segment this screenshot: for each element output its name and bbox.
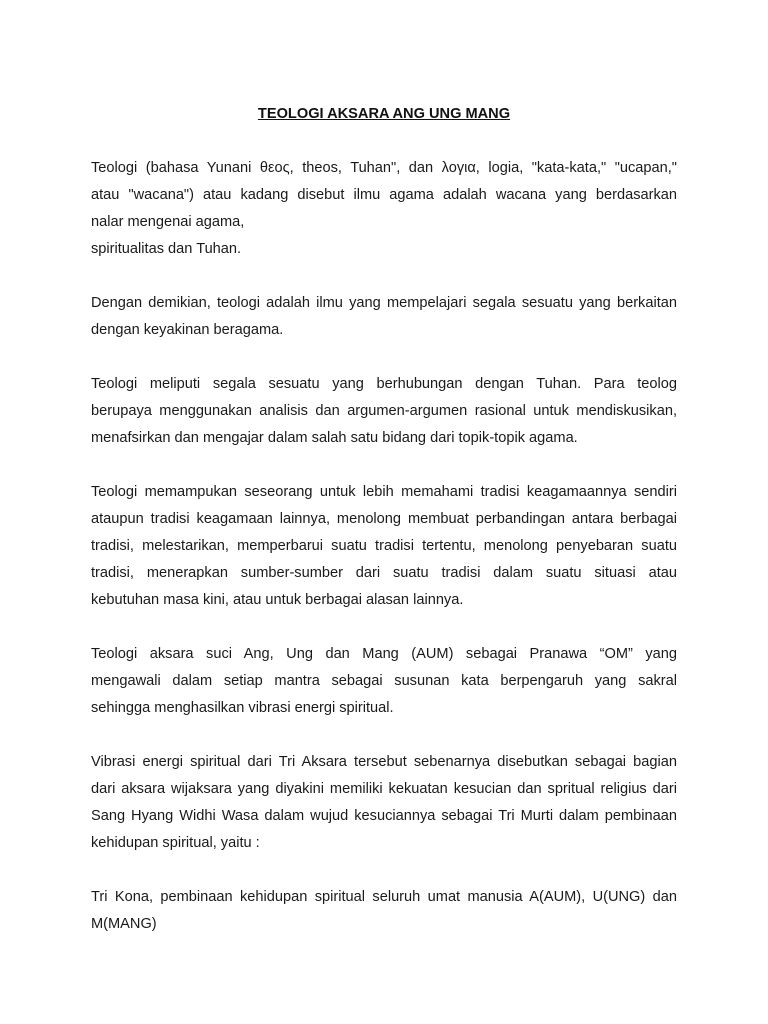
- paragraph-purpose: [91, 479, 677, 614]
- paragraph-line: tradisi, melestarikan, memperbarui suatu tradisi tertentu, menolong penyebaran suatu: [91, 538, 677, 554]
- paragraph-line: ataupun tradisi keagamaan lainnya, menolong membuat perbandingan antara berbagai: [91, 511, 677, 527]
- document-title: TEOLOGI AKSARA ANG UNG MANG: [257, 106, 511, 122]
- paragraph-line: kebutuhan masa kini, atau untuk berbagai alasan lainnya.: [91, 592, 464, 608]
- paragraph-line: Vibrasi energi spiritual dari Tri Aksara tersebut sebenarnya disebutkan sebagai bagian: [91, 754, 677, 770]
- paragraph-line: nalar mengenai agama,: [91, 214, 245, 230]
- paragraph-line: kehidupan spiritual, yaitu :: [91, 835, 260, 851]
- paragraph-line: Teologi memampukan seseorang untuk lebih memahami tradisi keagamaannya sendiri: [91, 484, 677, 500]
- paragraph-line: spiritualitas dan Tuhan.: [91, 241, 242, 257]
- paragraph-line: Sang Hyang Widhi Wasa dalam wujud kesuciannya sebagai Tri Murti dalam pembinaan: [91, 808, 677, 824]
- paragraph-aum: [91, 641, 677, 722]
- paragraph-line: sehingga menghasilkan vibrasi energi spiritual.: [91, 700, 394, 716]
- paragraph-line: atau "wacana") atau kadang disebut ilmu agama adalah wacana yang berdasarkan: [91, 187, 677, 203]
- paragraph-line: Dengan demikian, teologi adalah ilmu yang mempelajari segala sesuatu yang berkaitan: [91, 295, 677, 311]
- paragraph-summary: [91, 290, 677, 344]
- paragraph-line: dengan keyakinan beragama.: [91, 322, 284, 338]
- paragraph-line: berupaya menggunakan analisis dan argumen-argumen rasional untuk mendiskusikan,: [91, 403, 677, 419]
- paragraph-line: M(MANG): [91, 916, 157, 932]
- paragraph-line: dari aksara wijaksara yang diyakini memiliki kekuatan kesucian dan spritual religius dari: [91, 781, 677, 797]
- paragraph-line: tradisi, menerapkan sumber-sumber dari suatu tradisi dalam suatu situasi atau: [91, 565, 677, 581]
- paragraph-line: mengawali dalam setiap mantra sebagai susunan kata berpengaruh yang sakral: [91, 673, 677, 689]
- paragraph-vibration: [91, 749, 677, 857]
- paragraph-tri-kona: [91, 884, 677, 938]
- paragraph-line: Teologi (bahasa Yunani θεος, theos, Tuhan", dan λογια, logia, "kata-kata," "ucapan,": [91, 160, 677, 176]
- paragraph-definition: [91, 155, 677, 263]
- paragraph-line: Tri Kona, pembinaan kehidupan spiritual seluruh umat manusia A(AUM), U(UNG) dan: [91, 889, 677, 905]
- paragraph-line: menafsirkan dan mengajar dalam salah satu bidang dari topik-topik agama.: [91, 430, 578, 446]
- paragraph-line: Teologi aksara suci Ang, Ung dan Mang (AUM) sebagai Pranawa “OM” yang: [91, 646, 677, 662]
- paragraph-scope: [91, 371, 677, 452]
- paragraph-line: Teologi meliputi segala sesuatu yang berhubungan dengan Tuhan. Para teolog: [91, 376, 677, 392]
- document-body: [91, 104, 677, 965]
